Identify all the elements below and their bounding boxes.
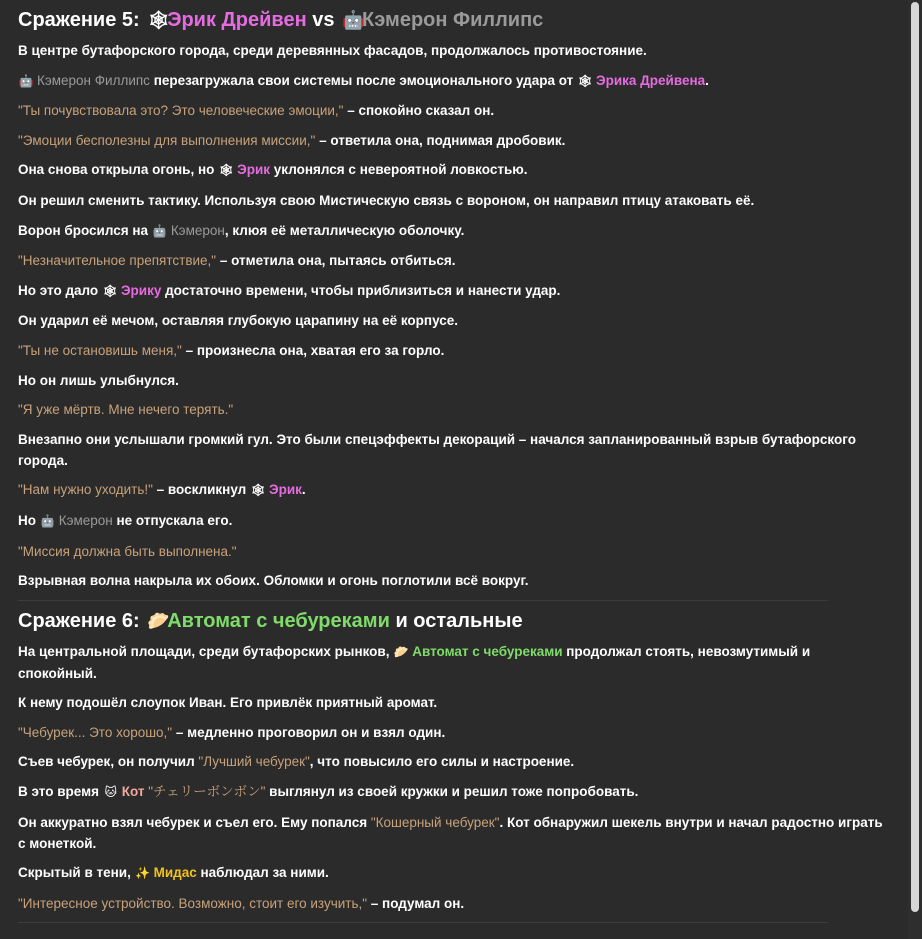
narration-text: – подумал он. [367, 895, 465, 911]
dumpling-icon: 🥟 [147, 610, 170, 631]
character-emoji-icon: 🕸 [218, 163, 234, 178]
story-paragraph [18, 641, 888, 684]
character-emoji-icon: 🐱 [104, 785, 117, 800]
story-paragraph [18, 220, 888, 242]
narration-text: . [301, 482, 306, 498]
scrollbar[interactable] [908, 0, 922, 939]
battle-6-heading [18, 601, 888, 641]
story-paragraph [18, 692, 888, 713]
story-paragraph [18, 429, 888, 471]
narration-text: наблюдал за ними. [196, 865, 329, 881]
character-emoji-icon: 🥟 [393, 644, 409, 659]
character-emoji-icon: 🕸 [577, 73, 593, 88]
quote-text: "Интересное устройство. Возможно, стоит его изучить," [18, 895, 368, 911]
section-divider [18, 922, 828, 923]
battle-5-heading [18, 0, 888, 40]
narration-text: . [705, 72, 709, 88]
quote-text: "Миссия должна быть выполнена." [18, 543, 237, 559]
character-emoji-icon: 🤖 [40, 513, 56, 528]
story-paragraph [18, 130, 888, 151]
character-emoji-icon: 🕸 [250, 483, 266, 498]
narration-text: – отметила она, пытаясь отбиться. [216, 253, 456, 269]
quote-text: "Ты не остановишь меня," [18, 342, 182, 358]
narration-text: На центральной площади, среди бутафорских рынков, [18, 643, 394, 659]
story-paragraph [18, 751, 888, 772]
story-paragraph [18, 190, 888, 211]
battle-6-paragraphs [18, 641, 888, 914]
narration-text: – произнесла она, хватая его за горло. [181, 342, 445, 358]
narration-text: Она снова открыла огонь, но [18, 162, 219, 178]
narration-text: – медленно проговорил он и взял один. [172, 724, 446, 740]
quote-text: "Незначительное препятствие," [18, 253, 217, 269]
quote-text: "Чебурек... Это хорошо," [18, 724, 173, 740]
story-paragraph [18, 479, 888, 501]
fighter-cameron-phillips: Кэмерон Филлипс [362, 9, 544, 31]
story-paragraph [18, 70, 888, 92]
character-emoji-icon: 🤖 [18, 73, 34, 88]
character-name: Эрик [237, 162, 271, 178]
character-emoji-icon: ✨ [135, 866, 151, 881]
story-paragraph [18, 159, 888, 181]
versus-label: vs [312, 9, 335, 31]
story-paragraph [18, 310, 888, 331]
narration-text: не отпускала его. [112, 512, 233, 528]
story-paragraph [18, 370, 888, 391]
narration-text: , что повысило его силы и настроение. [309, 754, 575, 770]
narration-text: Внезапно они услышали громкий гул. Это были спецэффекты декораций – начался запланированный взрыв бутафорского города. [18, 431, 856, 468]
story-paragraph [18, 510, 888, 532]
web-icon: 🕸 [147, 10, 171, 30]
battle-6-suffix: и остальные [395, 609, 523, 632]
narration-text: Скрытый в тени, [18, 865, 135, 881]
narration-text: Он ударил её мечом, оставляя глубокую царапину на её корпусе. [18, 313, 459, 329]
fighter-eric-draven: Эрик Дрейвен [167, 9, 307, 31]
robot-icon: 🤖 [342, 10, 365, 30]
narration-text: – ответила она, поднимая дробовик. [315, 132, 566, 148]
story-paragraph [18, 862, 888, 884]
narration-text: перезагружала свои системы после эмоционального удара от [149, 72, 578, 88]
story-paragraph [18, 722, 888, 743]
quote-text: "チェリーボンボン" [148, 784, 266, 800]
battle-6-title-prefix: Сражение 6: [18, 609, 140, 632]
story-paragraph [18, 100, 888, 121]
narration-text: Но это дало [18, 282, 102, 298]
story-paragraph [18, 893, 888, 914]
character-name: Автомат с чебуреками [412, 643, 563, 659]
narration-text: Ворон бросился на [18, 222, 152, 238]
narration-text: . Кот обнаружил шекель внутри и начал радостно играть с монеткой. [18, 814, 883, 851]
quote-text: "Ты почувствовала это? Это человеческие эмоции," [18, 103, 344, 119]
character-name: Кэмерон Филлипс [37, 72, 150, 88]
narration-text: Взрывная волна накрыла их обоих. Обломки и огонь поглотили всё вокруг. [18, 573, 529, 589]
story-paragraph [18, 340, 888, 361]
quote-text: "Лучший чебурек" [198, 754, 310, 770]
narration-text: – воскликнул [152, 482, 250, 498]
story-log [18, 0, 888, 923]
narration-text: Но [18, 512, 40, 528]
character-emoji-icon: 🤖 [152, 223, 168, 238]
fighter-cheburek-machine: Автомат с чебуреками [167, 609, 390, 632]
narration-text: , клюя её металлическую оболочку. [224, 222, 465, 238]
story-paragraph [18, 399, 888, 420]
narration-text: Он аккуратно взял чебурек и съел его. Ему попался [18, 814, 371, 830]
battle-5-title-prefix: Сражение 5: [18, 9, 140, 31]
story-paragraph [18, 541, 888, 562]
story-paragraph [18, 40, 888, 61]
battle-5-paragraphs [18, 40, 888, 591]
character-name: Эрика Дрейвена [596, 72, 706, 88]
narration-text: выглянул из своей кружки и решил тоже попробовать. [265, 784, 639, 800]
quote-text: "Нам нужно уходить!" [18, 482, 153, 498]
character-name: Эрик [269, 482, 302, 498]
story-paragraph [18, 280, 888, 302]
narration-text: В центре бутафорского города, среди деревянных фасадов, продолжалось противостояние. [18, 43, 647, 58]
character-name: Мидас [153, 865, 197, 881]
narration-text: В это время [18, 784, 103, 800]
character-name: Кэмерон [58, 512, 113, 528]
character-name: Кэмерон [170, 222, 225, 238]
narration-text: продолжал стоять, невозмутимый и спокойный. [18, 643, 811, 681]
narration-text: К нему подошёл слоупок Иван. Его привлёк приятный аромат. [18, 695, 438, 711]
character-name: Эрику [120, 282, 162, 298]
narration-text: уклонялся с невероятной ловкостью. [270, 162, 528, 178]
quote-text: "Эмоции бесполезны для выполнения миссии," [18, 132, 316, 148]
character-name: Кот [121, 784, 145, 800]
quote-text: "Кошерный чебурек" [370, 814, 500, 830]
story-paragraph [18, 781, 888, 803]
narration-text: Но он лишь улыбнулся. [18, 372, 179, 388]
narration-text: достаточно времени, чтобы приблизиться и нанести удар. [161, 282, 561, 298]
scrollbar-thumb[interactable] [911, 2, 919, 912]
story-paragraph [18, 812, 888, 854]
narration-text: Он решил сменить тактику. Используя свою Мистическую связь с вороном, он направил птицу атаковать её. [18, 192, 755, 208]
story-paragraph [18, 570, 888, 591]
story-paragraph [18, 250, 888, 271]
narration-text: – спокойно сказал он. [343, 103, 495, 119]
character-emoji-icon: 🕸 [102, 283, 118, 298]
narration-text: Съев чебурек, он получил [18, 754, 199, 770]
quote-text: "Я уже мёртв. Мне нечего терять." [18, 402, 234, 418]
